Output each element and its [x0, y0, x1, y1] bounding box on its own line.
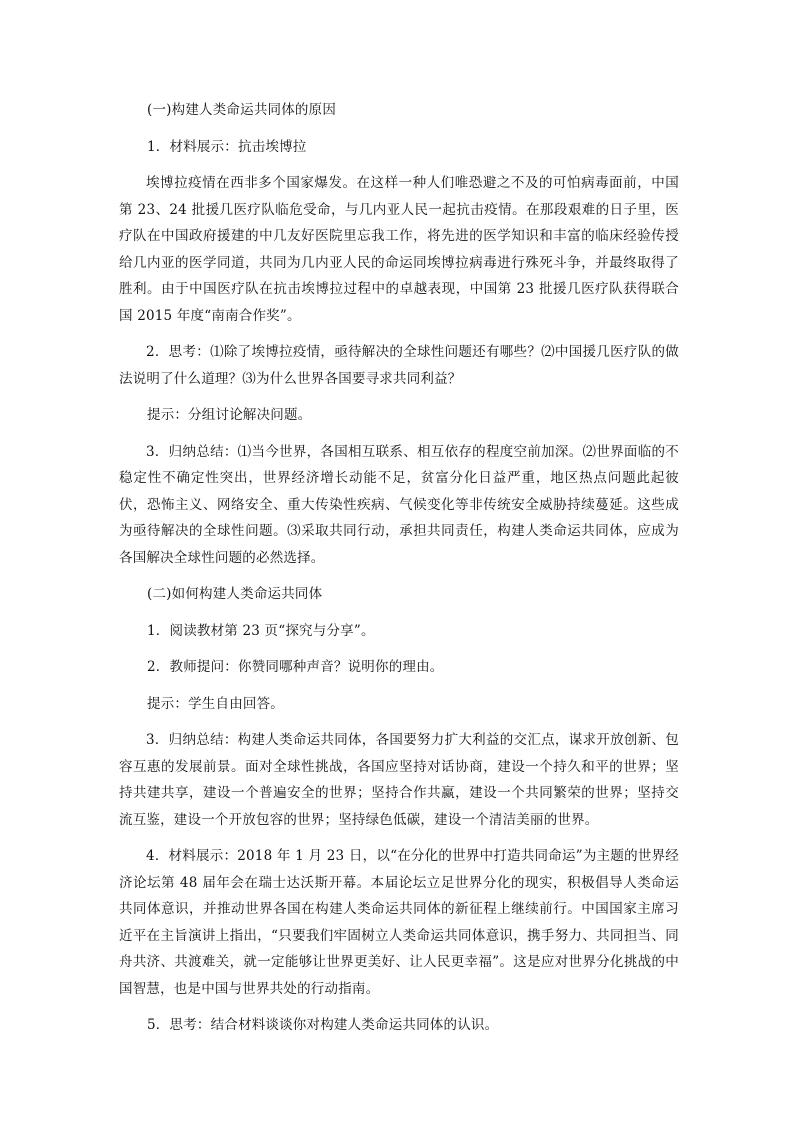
s1-hint: 提示：分组讨论解决问题。: [147, 407, 312, 423]
s2-item3-summary: 3．归纳总结：构建人类命运共同体，各国要努力扩大利益的交汇点，谋求开放创新、包容互惠的发展前景。面对全球性挑战，各国应坚持对话协商，建设一个持久和平的世界；坚持共建共享，建设一个普遍安全的世界；坚持合作共赢，建设一个共同繁荣的世界；坚持交流互鉴，建设一个开放包容的世界；坚持绿色低碳，建设一个清洁美丽的世界。: [119, 732, 679, 828]
section2-heading: (二)如何构建人类命运共同体: [147, 586, 323, 602]
s1-item2-questions: 2．思考：⑴除了埃博拉疫情，亟待解决的全球性问题还有哪些？⑵中国援几医疗队的做法说明了什么道理？⑶为什么世界各国要寻求共同利益？: [119, 344, 679, 387]
section1-heading: (一)构建人类命运共同体的原因: [147, 102, 337, 118]
s2-item4-material: 4．材料展示：2018 年 1 月 23 日，以“在分化的世界中打造共同命运”为主题的世界经济论坛第 48 届年会在瑞士达沃斯开幕。本届论坛立足世界分化的现实，积极倡导人类命运共同体意识，并推动世界各国在构建人类命运共同体的新征程上继续前行。中国国家主席习近平在主旨演讲上指出，“只要我们牢固树立人类命运共同体意识，携手努力、共同担当、同舟共济、共渡难关，就一定能够让世界更美好、让人民更幸福”。这是应对世界分化挑战的中国智慧，也是中国与世界共处的行动指南。: [119, 848, 679, 997]
document-body: [119, 97, 679, 1039]
s2-hint: 提示：学生自由回答。: [147, 695, 284, 712]
s1-item3-summary: 3．归纳总结：⑴当今世界，各国相互联系、相互依存的程度空前加深。⑵世界面临的不稳定性不确定性突出，世界经济增长动能不足，贫富分化日益严重，地区热点问题此起彼伏，恐怖主义、网络安全、重大传染性疾病、气候变化等非传统安全威胁持续蔓延。这些成为亟待解决的全球性问题。⑶采取共同行动，承担共同责任，构建人类命运共同体，应成为各国解决全球性问题的必然选择。: [119, 443, 679, 566]
s1-material-paragraph: 埃博拉疫情在西非多个国家爆发。在这样一种人们唯恐避之不及的可怕病毒面前，中国第 23、24 批援几医疗队临危受命，与几内亚人民一起抗击疫情。在那段艰难的日子里，医疗队在中国政府援建的中几友好医院里忘我工作，将先进的医学知识和丰富的临床经验传授给几内亚的医学同道，共同为几内亚人民的命运同埃博拉病毒进行殊死斗争，并最终取得了胜利。由于中国医疗队在抗击埃博拉过程中的卓越表现，中国第 23 批援几医疗队获得联合国 2015 年度“南南合作奖”。: [119, 175, 679, 324]
s1-item1-material-title: 1．材料展示：抗击埃博拉: [147, 138, 307, 155]
s2-item5-question: 5．思考：结合材料谈谈你对构建人类命运共同体的认识。: [147, 1017, 499, 1033]
s2-item1-reading: 1．阅读教材第 23 页“探究与分享”。: [147, 622, 375, 639]
s2-item2-question: 2．教师提问：你赞同哪种声音？说明你的理由。: [147, 659, 444, 675]
